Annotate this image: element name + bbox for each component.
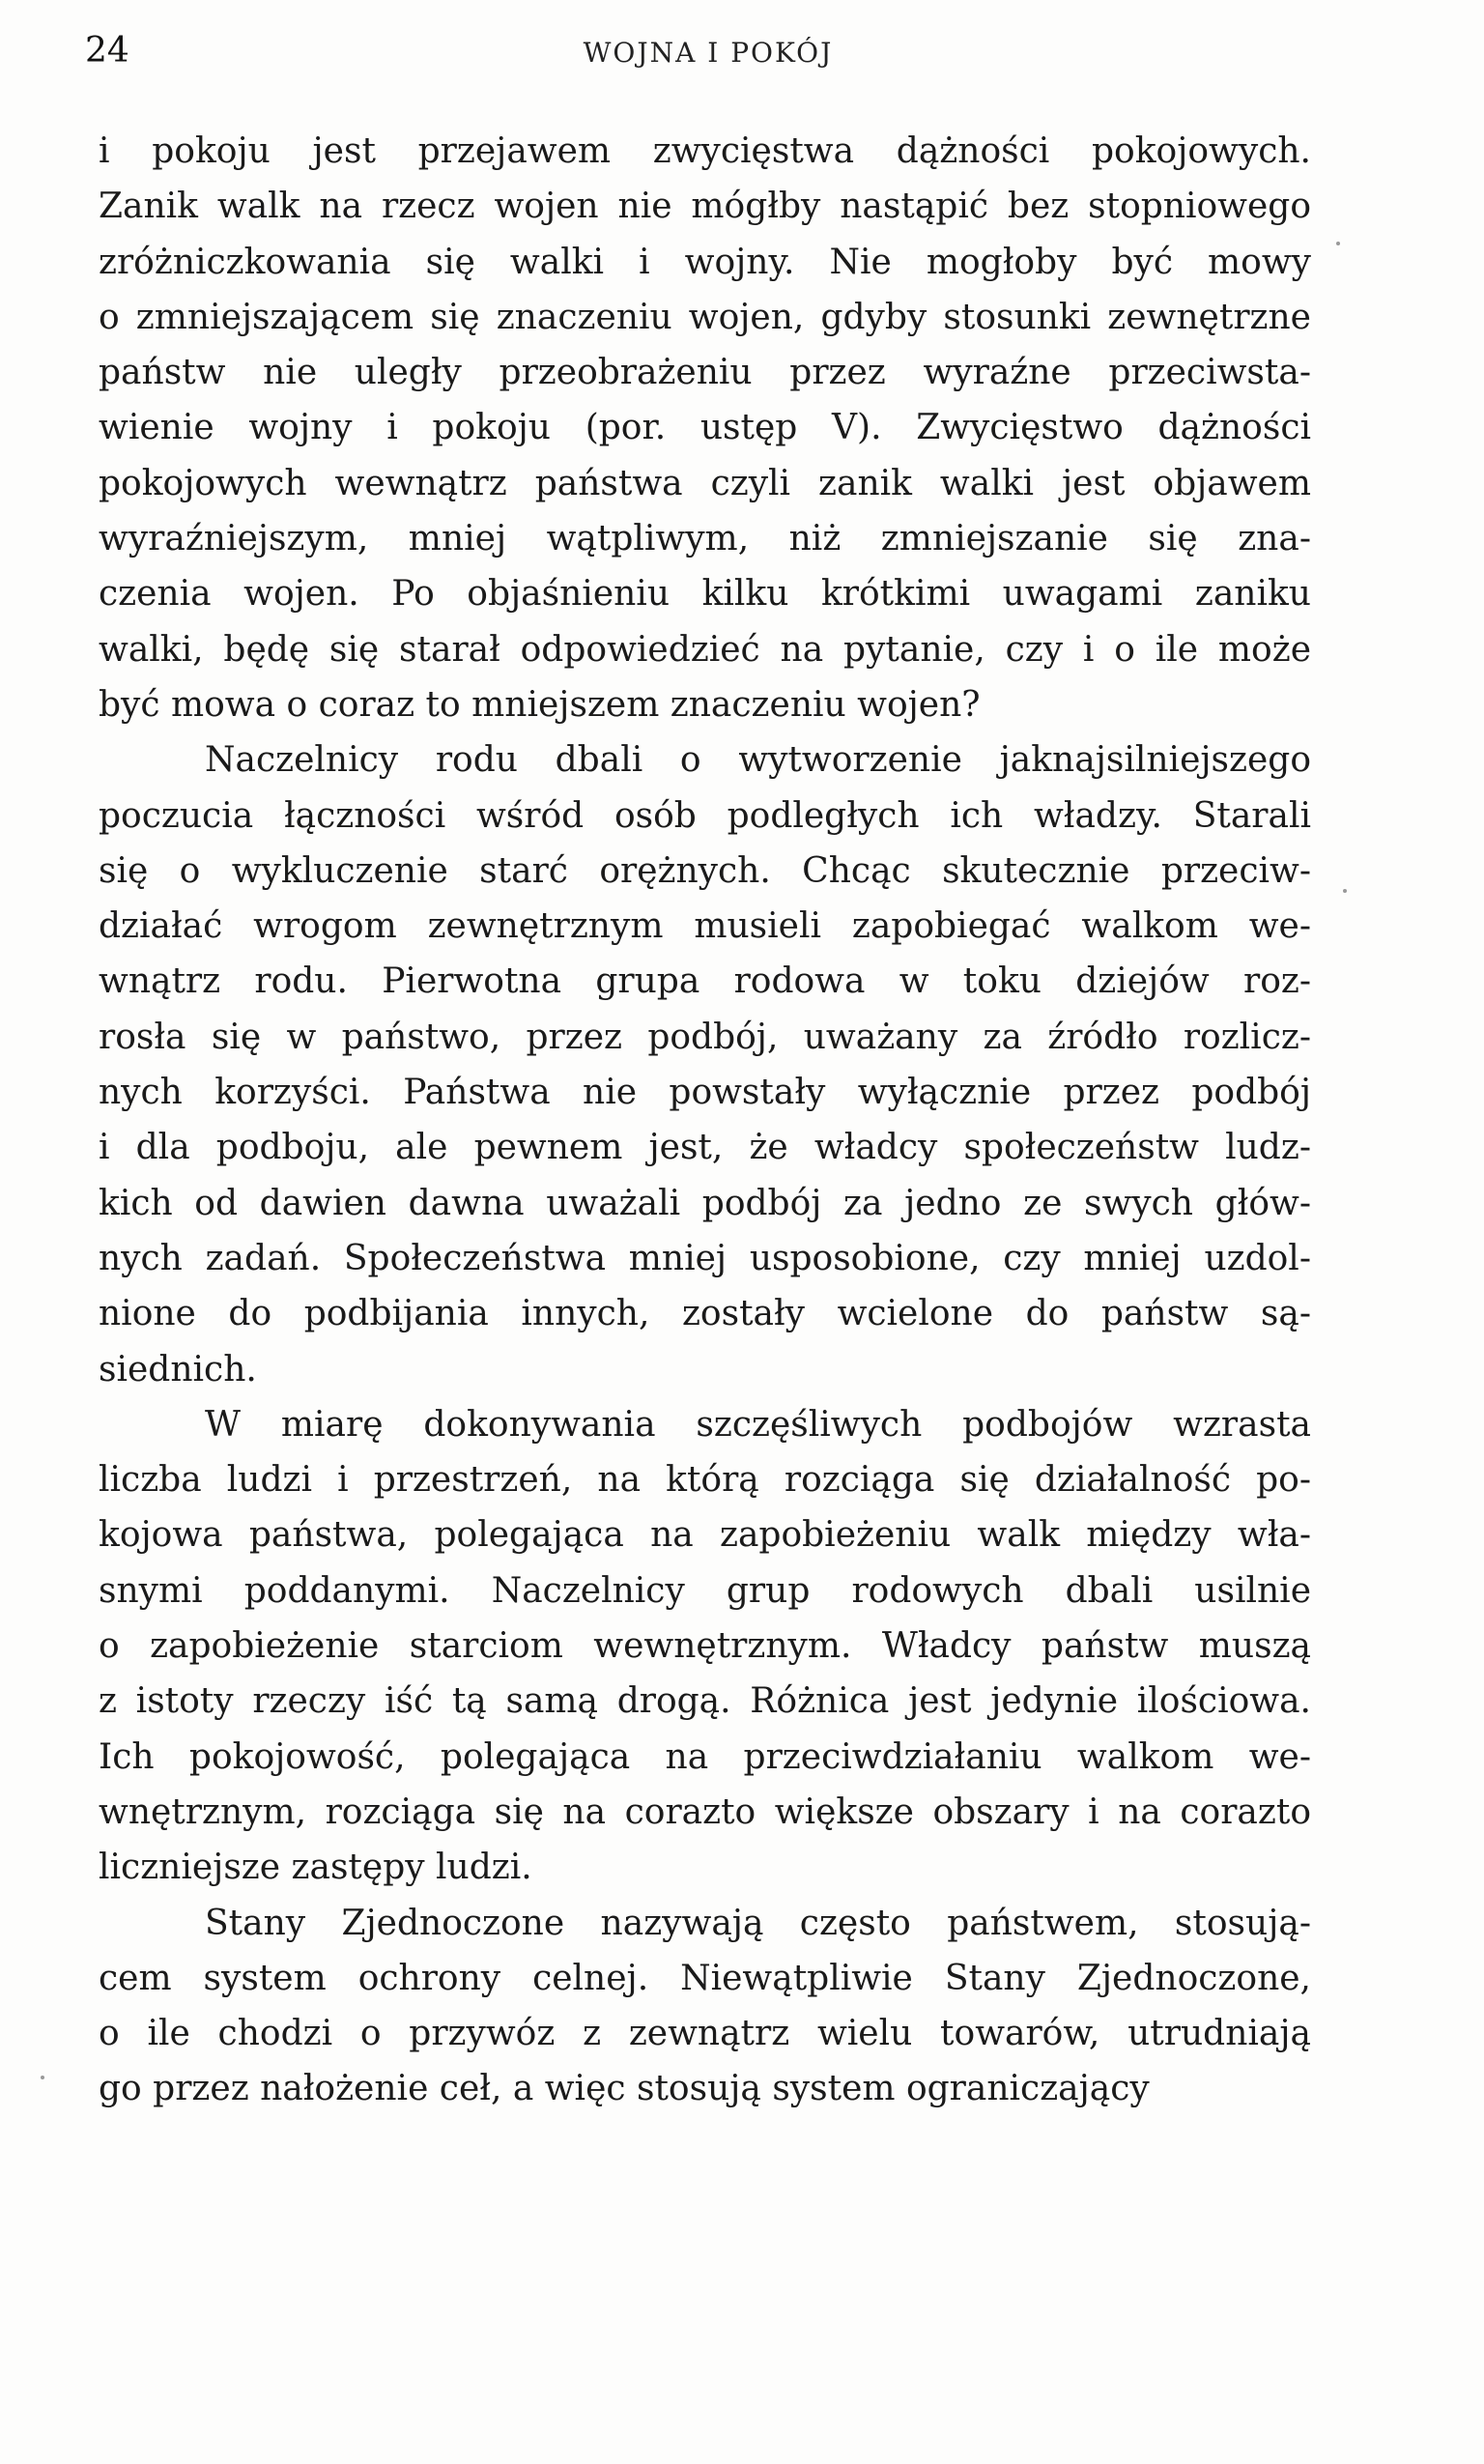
paragraph (99, 732, 1311, 1397)
text-line: wnątrz rodu. Pierwotna grupa rodowa w toku dziejów roz- (99, 961, 1311, 1002)
text-line: i dla podboju, ale pewnem jest, że władcy społeczeństw ludz- (99, 1128, 1311, 1168)
text-line: działać wrogom zewnętrznym musieli zapobiegać walkom we- (99, 906, 1311, 947)
text-line: o zmniejszającem się znaczeniu wojen, gdyby stosunki zewnętrzne (99, 297, 1311, 337)
text-line: nione do podbijania innych, zostały wcielone do państw są- (99, 1294, 1311, 1334)
paragraph (99, 1397, 1311, 1896)
print-speck (1343, 889, 1347, 893)
text-line: poczucia łączności wśród osób podległych ich władzy. Starali (99, 795, 1311, 836)
text-line: nych zadań. Społeczeństwa mniej usposobione, czy mniej uzdol- (99, 1238, 1311, 1278)
text-line: Naczelnicy rodu dbali o wytworzenie jaknajsilniejszego (205, 740, 1311, 781)
page-number: 24 (85, 31, 129, 71)
text-line: kich od dawien dawna uważali podbój za jedno ze swych głów- (99, 1183, 1311, 1223)
text-line: siednich. (99, 1349, 257, 1390)
text-line: liczniejsze zastępy ludzi. (99, 1848, 532, 1888)
paragraph (99, 124, 1311, 732)
text-line: walki, będę się starał odpowiedzieć na pytanie, czy i o ile może (99, 629, 1311, 670)
text-line: liczba ludzi i przestrzeń, na którą rozciąga się działalność po- (99, 1460, 1311, 1501)
text-line: cem system ochrony celnej. Niewątpliwie Stany Zjednoczone, (99, 1958, 1311, 1998)
text-line: państw nie uległy przeobrażeniu przez wyraźne przeciwsta- (99, 353, 1311, 393)
text-line: o ile chodzi o przywóz z zewnątrz wielu towarów, utrudniają (99, 2014, 1311, 2054)
text-line: go przez nałożenie ceł, a więc stosują system ograniczający (99, 2069, 1150, 2109)
text-line: czenia wojen. Po objaśnieniu kilku krótkimi uwagami zaniku (99, 574, 1311, 615)
paragraph (99, 1896, 1311, 2117)
text-line: się o wykluczenie starć orężnych. Chcąc skutecznie przeciw- (99, 850, 1311, 891)
text-line: Zanik walk na rzecz wojen nie mógłby nastąpić bez stopniowego (99, 186, 1311, 227)
text-line: pokojowych wewnątrz państwa czyli zanik walki jest objawem (99, 463, 1311, 503)
text-line: z istoty rzeczy iść tą samą drogą. Różnica jest jedynie ilościowa. (99, 1681, 1311, 1722)
body-text (99, 124, 1311, 2117)
text-line: Ich pokojowość, polegająca na przeciwdziałaniu walkom we- (99, 1736, 1311, 1777)
text-line: wyraźniejszym, mniej wątpliwym, niż zmniejszanie się zna- (99, 519, 1311, 559)
running-title: WOJNA I POKÓJ (583, 37, 834, 69)
text-line: o zapobieżenie starciom wewnętrznym. Władcy państw muszą (99, 1626, 1311, 1667)
text-line: i pokoju jest przejawem zwycięstwa dążności pokojowych. (99, 131, 1311, 171)
text-line: rosła się w państwo, przez podbój, uważany za źródło rozlicz- (99, 1017, 1311, 1057)
running-head (85, 27, 1331, 75)
text-line: nych korzyści. Państwa nie powstały wyłącznie przez podbój (99, 1073, 1311, 1113)
text-line: być mowa o coraz to mniejszem znaczeniu wojen? (99, 684, 981, 725)
text-line: Stany Zjednoczone nazywają często państwem, stosują- (205, 1903, 1311, 1943)
print-speck (1336, 242, 1340, 245)
text-line: W miarę dokonywania szczęśliwych podbojów wzrasta (205, 1404, 1311, 1445)
text-line: kojowa państwa, polegająca na zapobieżeniu walk między wła- (99, 1515, 1311, 1556)
text-line: wienie wojny i pokoju (por. ustęp V). Zwycięstwo dążności (99, 408, 1311, 448)
text-line: wnętrznym, rozciąga się na corazto większe obszary i na corazto (99, 1791, 1311, 1832)
print-speck (41, 2076, 44, 2079)
text-line: snymi poddanymi. Naczelnicy grup rodowych dbali usilnie (99, 1570, 1311, 1611)
text-line: zróżniczkowania się walki i wojny. Nie mogłoby być mowy (99, 242, 1311, 282)
